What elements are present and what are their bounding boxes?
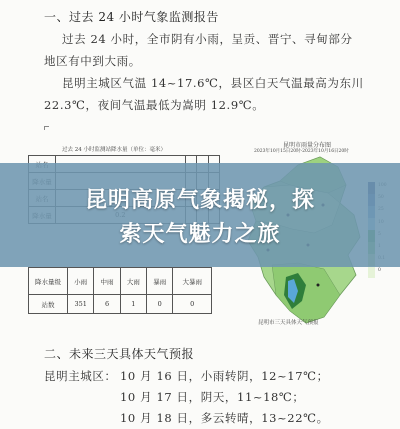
- section1-paragraph2-line2: 22.3℃，夜间气温最低为嵩明 12.9℃。: [44, 98, 265, 112]
- map-title: 昆明市雨量分布图: [283, 142, 332, 149]
- table-header-cell: 降水量级: [29, 268, 68, 295]
- rainfall-level-table: [28, 267, 212, 314]
- margin-mark: [44, 126, 49, 130]
- section1-paragraph1-line1: 过去 24 小时，全市阴有小雨，呈贡、晋宁、寻甸部分: [62, 32, 353, 46]
- banner-title-line1: 昆明高原气象揭秘，探: [84, 188, 315, 213]
- map-caption: 昆明市三天具体天气预报: [258, 320, 319, 326]
- table-cell: 0: [173, 295, 212, 314]
- station-dot: [317, 284, 320, 287]
- forecast-day3: 10 月 18 日，多云转晴，13~22℃。: [120, 411, 329, 425]
- legend-swatch: [368, 266, 375, 278]
- map-subtitle: 2023年10月15日20时-2023年10月16日20时: [254, 149, 349, 154]
- forecast-day2: 10 月 17 日，阴天，11~18℃；: [120, 390, 305, 404]
- section1-paragraph2-line1: 昆明主城区气温 14~17.6℃，县区白天气温最高为东川: [62, 76, 364, 90]
- table-cell: 6: [94, 295, 120, 314]
- table-header-cell: 暴雨: [147, 268, 173, 295]
- table-header-cell: 中雨: [94, 268, 120, 295]
- section2-title: 二、未来三天具体天气预报: [44, 347, 195, 361]
- table-row: [29, 268, 212, 295]
- table-cell: 351: [68, 295, 94, 314]
- forecast-day1: 10 月 16 日，小雨转阴，12~17℃；: [120, 369, 329, 383]
- table-cell: 0: [147, 295, 173, 314]
- legend-label: 0: [378, 268, 381, 274]
- forecast-intro: 昆明主城区：: [44, 369, 117, 383]
- table1-caption: 过去 24 小时监测站降水量（单位：毫米）: [62, 147, 166, 153]
- table-row: [29, 295, 212, 314]
- section1-paragraph1-line2: 地区有中到大雨。: [44, 54, 141, 68]
- table-header-cell: 小雨: [68, 268, 94, 295]
- table-row-label: 站数: [29, 295, 68, 314]
- title-banner: [0, 163, 400, 267]
- section1-title: 一、过去 24 小时气象监测报告: [44, 10, 219, 24]
- banner-title-line2: 索天气魅力之旅: [119, 222, 281, 247]
- table-cell: 1: [120, 295, 146, 314]
- table-header-cell: 大暴雨: [173, 268, 212, 295]
- table-header-cell: 大雨: [120, 268, 146, 295]
